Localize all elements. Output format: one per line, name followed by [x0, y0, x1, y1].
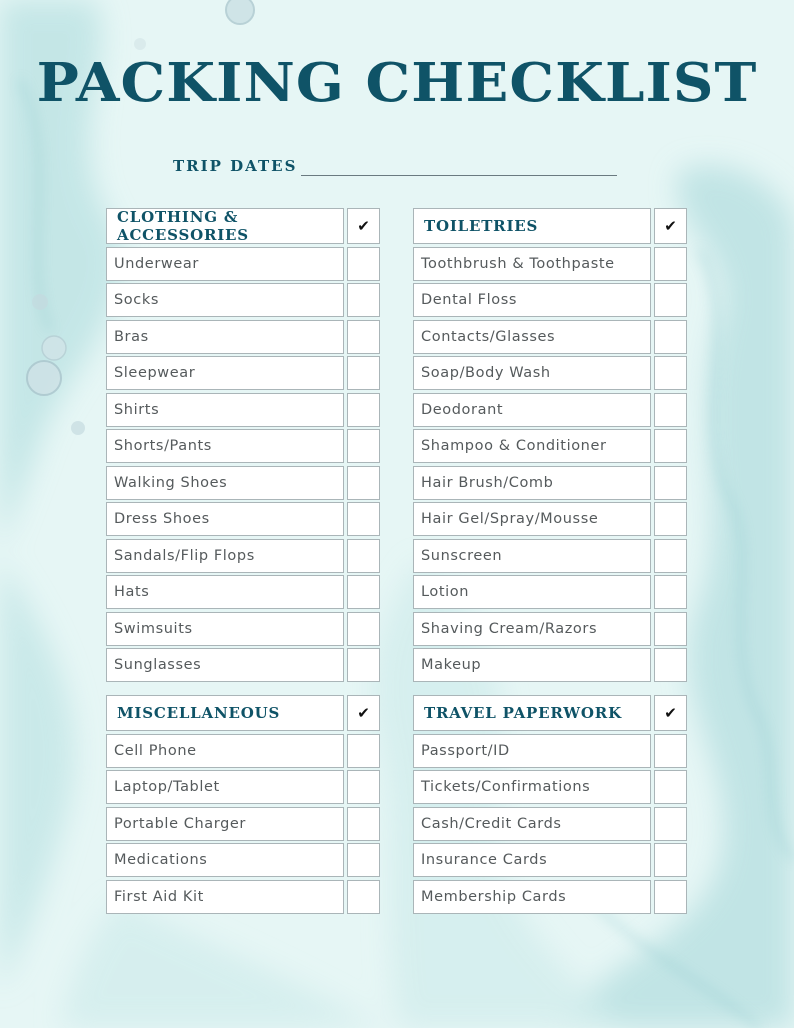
- trip-dates-label: TRIP DATES: [173, 157, 298, 175]
- checklist-item-label: Socks: [106, 283, 344, 317]
- checklist-item-label: Dress Shoes: [106, 502, 344, 536]
- checklist-checkbox[interactable]: [347, 880, 380, 914]
- checklist-item-label: Sunscreen: [413, 539, 651, 573]
- checklist-checkbox[interactable]: [654, 356, 687, 390]
- checklist-checkbox[interactable]: [347, 648, 380, 682]
- section-header: [413, 695, 687, 731]
- check-header-icon: ✔: [347, 208, 380, 244]
- checklist-item-label: Shampoo & Conditioner: [413, 429, 651, 463]
- checklist-item-label: Shaving Cream/Razors: [413, 612, 651, 646]
- checklist-item-label: Swimsuits: [106, 612, 344, 646]
- checklist-checkbox[interactable]: [347, 770, 380, 804]
- section-heading: TRAVEL PAPERWORK: [413, 695, 651, 731]
- section-clothing: [106, 208, 380, 685]
- checklist-item-label: Toothbrush & Toothpaste: [413, 247, 651, 281]
- section-heading: TOILETRIES: [413, 208, 651, 244]
- checklist-checkbox[interactable]: [347, 612, 380, 646]
- trip-dates-field: [173, 150, 617, 176]
- checklist-item-label: Bras: [106, 320, 344, 354]
- checklist-checkbox[interactable]: [347, 247, 380, 281]
- checklist-checkbox[interactable]: [654, 843, 687, 877]
- checklist-item: [413, 843, 687, 877]
- checklist-item: [106, 648, 380, 682]
- checklist-item-label: Sunglasses: [106, 648, 344, 682]
- checklist-item-label: Insurance Cards: [413, 843, 651, 877]
- checklist-item-label: Cell Phone: [106, 734, 344, 768]
- section-heading: CLOTHING & ACCESSORIES: [106, 208, 344, 244]
- checklist-item: [106, 466, 380, 500]
- checklist-item: [106, 843, 380, 877]
- checklist-item-label: Hair Gel/Spray/Mousse: [413, 502, 651, 536]
- checklist-item-label: Shorts/Pants: [106, 429, 344, 463]
- checklist-item-label: Contacts/Glasses: [413, 320, 651, 354]
- checklist-checkbox[interactable]: [654, 283, 687, 317]
- checklist-item: [413, 880, 687, 914]
- checklist-checkbox[interactable]: [347, 429, 380, 463]
- check-header-icon: ✔: [347, 695, 380, 731]
- checklist-item: [413, 247, 687, 281]
- checklist-item: [413, 770, 687, 804]
- checklist-checkbox[interactable]: [654, 807, 687, 841]
- checklist-item-label: Sleepwear: [106, 356, 344, 390]
- checklist-item-label: Tickets/Confirmations: [413, 770, 651, 804]
- checklist-checkbox[interactable]: [654, 648, 687, 682]
- checklist-item: [413, 502, 687, 536]
- section-header: [413, 208, 687, 244]
- section-header: [106, 695, 380, 731]
- checklist-item: [413, 734, 687, 768]
- checklist-item-label: Portable Charger: [106, 807, 344, 841]
- checklist-checkbox[interactable]: [654, 466, 687, 500]
- checklist-item-label: Hair Brush/Comb: [413, 466, 651, 500]
- checklist-item: [106, 807, 380, 841]
- checklist-checkbox[interactable]: [347, 575, 380, 609]
- checklist-checkbox[interactable]: [347, 283, 380, 317]
- checklist-item-label: Dental Floss: [413, 283, 651, 317]
- checklist-checkbox[interactable]: [347, 807, 380, 841]
- section-header: [106, 208, 380, 244]
- checklist-item: [106, 502, 380, 536]
- checklist-item-label: Membership Cards: [413, 880, 651, 914]
- checklist-checkbox[interactable]: [347, 320, 380, 354]
- checklist-item-label: Walking Shoes: [106, 466, 344, 500]
- checklist-checkbox[interactable]: [654, 429, 687, 463]
- checklist-checkbox[interactable]: [654, 320, 687, 354]
- checklist-checkbox[interactable]: [654, 393, 687, 427]
- checklist-checkbox[interactable]: [347, 466, 380, 500]
- checklist-item-label: Passport/ID: [413, 734, 651, 768]
- checklist-checkbox[interactable]: [347, 393, 380, 427]
- checklist-item-label: First Aid Kit: [106, 880, 344, 914]
- checklist-checkbox[interactable]: [347, 356, 380, 390]
- checklist-item: [413, 393, 687, 427]
- checklist-item: [106, 320, 380, 354]
- page-title: PACKING CHECKLIST: [36, 52, 758, 114]
- checklist-item: [413, 612, 687, 646]
- check-header-icon: ✔: [654, 208, 687, 244]
- section-toiletries: [413, 208, 687, 685]
- checklist-checkbox[interactable]: [654, 575, 687, 609]
- checklist-item: [106, 539, 380, 573]
- checklist-checkbox[interactable]: [347, 843, 380, 877]
- checklist-item-label: Makeup: [413, 648, 651, 682]
- checklist-item: [106, 356, 380, 390]
- section-miscellaneous: [106, 695, 380, 916]
- checklist-checkbox[interactable]: [654, 247, 687, 281]
- checklist-checkbox[interactable]: [654, 502, 687, 536]
- checklist-item-label: Lotion: [413, 575, 651, 609]
- checklist-checkbox[interactable]: [654, 734, 687, 768]
- checklist-item: [413, 575, 687, 609]
- checklist-item-label: Underwear: [106, 247, 344, 281]
- checklist-item: [106, 247, 380, 281]
- checklist-item: [106, 770, 380, 804]
- checklist-checkbox[interactable]: [347, 539, 380, 573]
- checklist-checkbox[interactable]: [654, 612, 687, 646]
- checklist-item: [413, 320, 687, 354]
- checklist-item-label: Deodorant: [413, 393, 651, 427]
- trip-dates-input-line[interactable]: [301, 175, 617, 176]
- checklist-item-label: Shirts: [106, 393, 344, 427]
- section-heading: MISCELLANEOUS: [106, 695, 344, 731]
- checklist-item: [106, 880, 380, 914]
- checklist-item-label: Sandals/Flip Flops: [106, 539, 344, 573]
- checklist-checkbox[interactable]: [347, 502, 380, 536]
- checklist-item: [413, 466, 687, 500]
- checklist-checkbox[interactable]: [347, 734, 380, 768]
- checklist-item: [106, 734, 380, 768]
- checklist-item-label: Soap/Body Wash: [413, 356, 651, 390]
- checklist-item: [413, 539, 687, 573]
- section-travel-paperwork: [413, 695, 687, 916]
- checklist-checkbox[interactable]: [654, 770, 687, 804]
- checklist-item: [106, 612, 380, 646]
- checklist-item-label: Laptop/Tablet: [106, 770, 344, 804]
- checklist-item: [413, 356, 687, 390]
- checklist-item: [413, 429, 687, 463]
- check-header-icon: ✔: [654, 695, 687, 731]
- checklist-item-label: Medications: [106, 843, 344, 877]
- checklist-item: [413, 807, 687, 841]
- checklist-checkbox[interactable]: [654, 539, 687, 573]
- checklist-item: [106, 575, 380, 609]
- checklist-item: [106, 429, 380, 463]
- checklist-checkbox[interactable]: [654, 880, 687, 914]
- checklist-item-label: Cash/Credit Cards: [413, 807, 651, 841]
- checklist-item: [106, 283, 380, 317]
- checklist-item-label: Hats: [106, 575, 344, 609]
- checklist-item: [106, 393, 380, 427]
- checklist-item: [413, 283, 687, 317]
- checklist-item: [413, 648, 687, 682]
